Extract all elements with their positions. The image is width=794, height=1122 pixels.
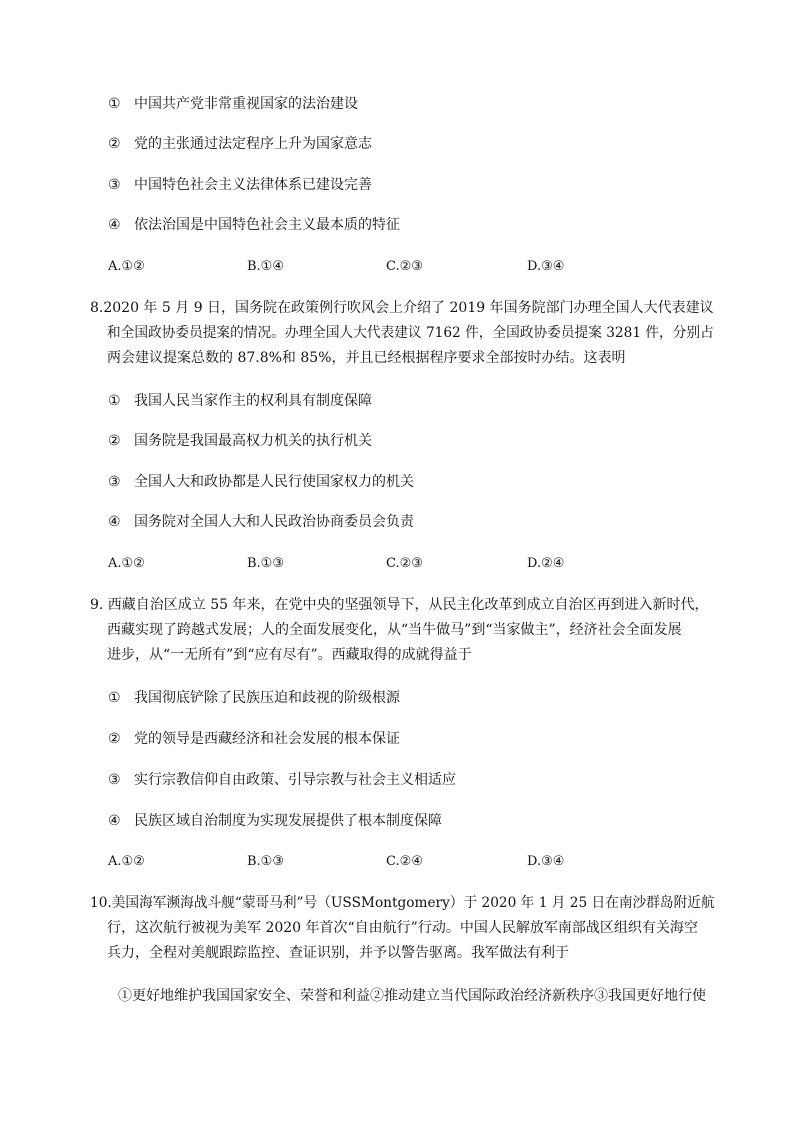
q9-choices	[108, 852, 628, 872]
q8-choice-c: C.②③	[386, 556, 423, 571]
q8-stem-line-2: 和全国政协委员提案的情况。办理全国人大代表建议 7162 件，全国政协委员提案 3281 件，分别占	[107, 325, 714, 341]
q8-option-1: ① 我国人民当家作主的权利具有制度保障	[108, 393, 372, 409]
q7-option-2: ② 党的主张通过法定程序上升为国家意志	[108, 136, 372, 152]
q7-choice-d: D.③④	[527, 259, 565, 274]
q7-option-1: ① 中国共产党非常重视国家的法治建设	[108, 96, 358, 112]
q8-option-3: ③ 全国人大和政协都是人民行使国家权力的机关	[108, 474, 414, 490]
q10-stem-line-3: 兵力，全程对美舰跟踪监控、查证识别，并予以警告驱离。我军做法有利于	[107, 945, 569, 961]
q9-option-2: ② 党的领导是西藏经济和社会发展的根本保证	[108, 731, 400, 747]
q8-choices	[108, 554, 628, 574]
q7-choice-b: B.①④	[247, 259, 284, 274]
q9-choice-b: B.①③	[247, 854, 284, 869]
q7-choice-a: A.①②	[108, 259, 145, 274]
q7-option-3: ③ 中国特色社会主义法律体系已建设完善	[108, 177, 372, 193]
q9-stem-line-1: 9. 西藏自治区成立 55 年来，在党中央的坚强领导下，从民主化改革到成立自治区再到进入新时代，	[90, 597, 709, 613]
q10-stem-line-2: 行，这次航行被视为美军 2020 年首次“自由航行”行动。中国人民解放军南部战区组织有关海空	[107, 920, 698, 936]
q10-stem-line-1: 10.美国海军濒海战斗舰“蒙哥马利”号（USSMontgomery）于 2020 年 1 月 25 日在南沙群岛附近航	[90, 895, 715, 911]
q9-stem-line-3: 进步，从“一无所有”到“应有尽有”。西藏取得的成就得益于	[107, 647, 472, 663]
q8-option-2: ② 国务院是我国最高权力机关的执行机关	[108, 433, 372, 449]
q9-choice-c: C.②④	[386, 854, 423, 869]
q8-choice-b: B.①③	[247, 556, 284, 571]
q7-choices	[108, 257, 628, 277]
q9-option-1: ① 我国彻底铲除了民族压迫和歧视的阶级根源	[108, 690, 400, 706]
q8-option-4: ④ 国务院对全国人大和人民政治协商委员会负责	[108, 514, 414, 530]
q10-options-line: ①更好地维护我国国家安全、荣誉和利益②推动建立当代国际政治经济新秩序③我国更好地行使	[118, 988, 706, 1004]
q9-choice-d: D.③④	[527, 854, 565, 869]
q7-choice-c: C.②③	[386, 259, 423, 274]
q8-choice-a: A.①②	[108, 556, 145, 571]
q8-stem-line-3: 两会建议提案总数的 87.8%和 85%，并且已经根据程序要求全部按时办结。这表明	[107, 350, 626, 366]
q8-stem-line-1: 8.2020 年 5 月 9 日，国务院在政策例行吹风会上介绍了 2019 年国务院部门办理全国人大代表建议	[90, 300, 714, 316]
q9-choice-a: A.①②	[108, 854, 145, 869]
q9-option-4: ④ 民族区域自治制度为实现发展提供了根本制度保障	[108, 813, 442, 829]
q7-option-4: ④ 依法治国是中国特色社会主义最本质的特征	[108, 217, 400, 233]
q9-stem-line-2: 西藏实现了跨越式发展；人的全面发展变化，从“当牛做马”到“当家做主”，经济社会全面发展	[107, 622, 682, 638]
q9-option-3: ③ 实行宗教信仰自由政策、引导宗教与社会主义相适应	[108, 772, 456, 788]
q8-choice-d: D.②④	[527, 556, 565, 571]
